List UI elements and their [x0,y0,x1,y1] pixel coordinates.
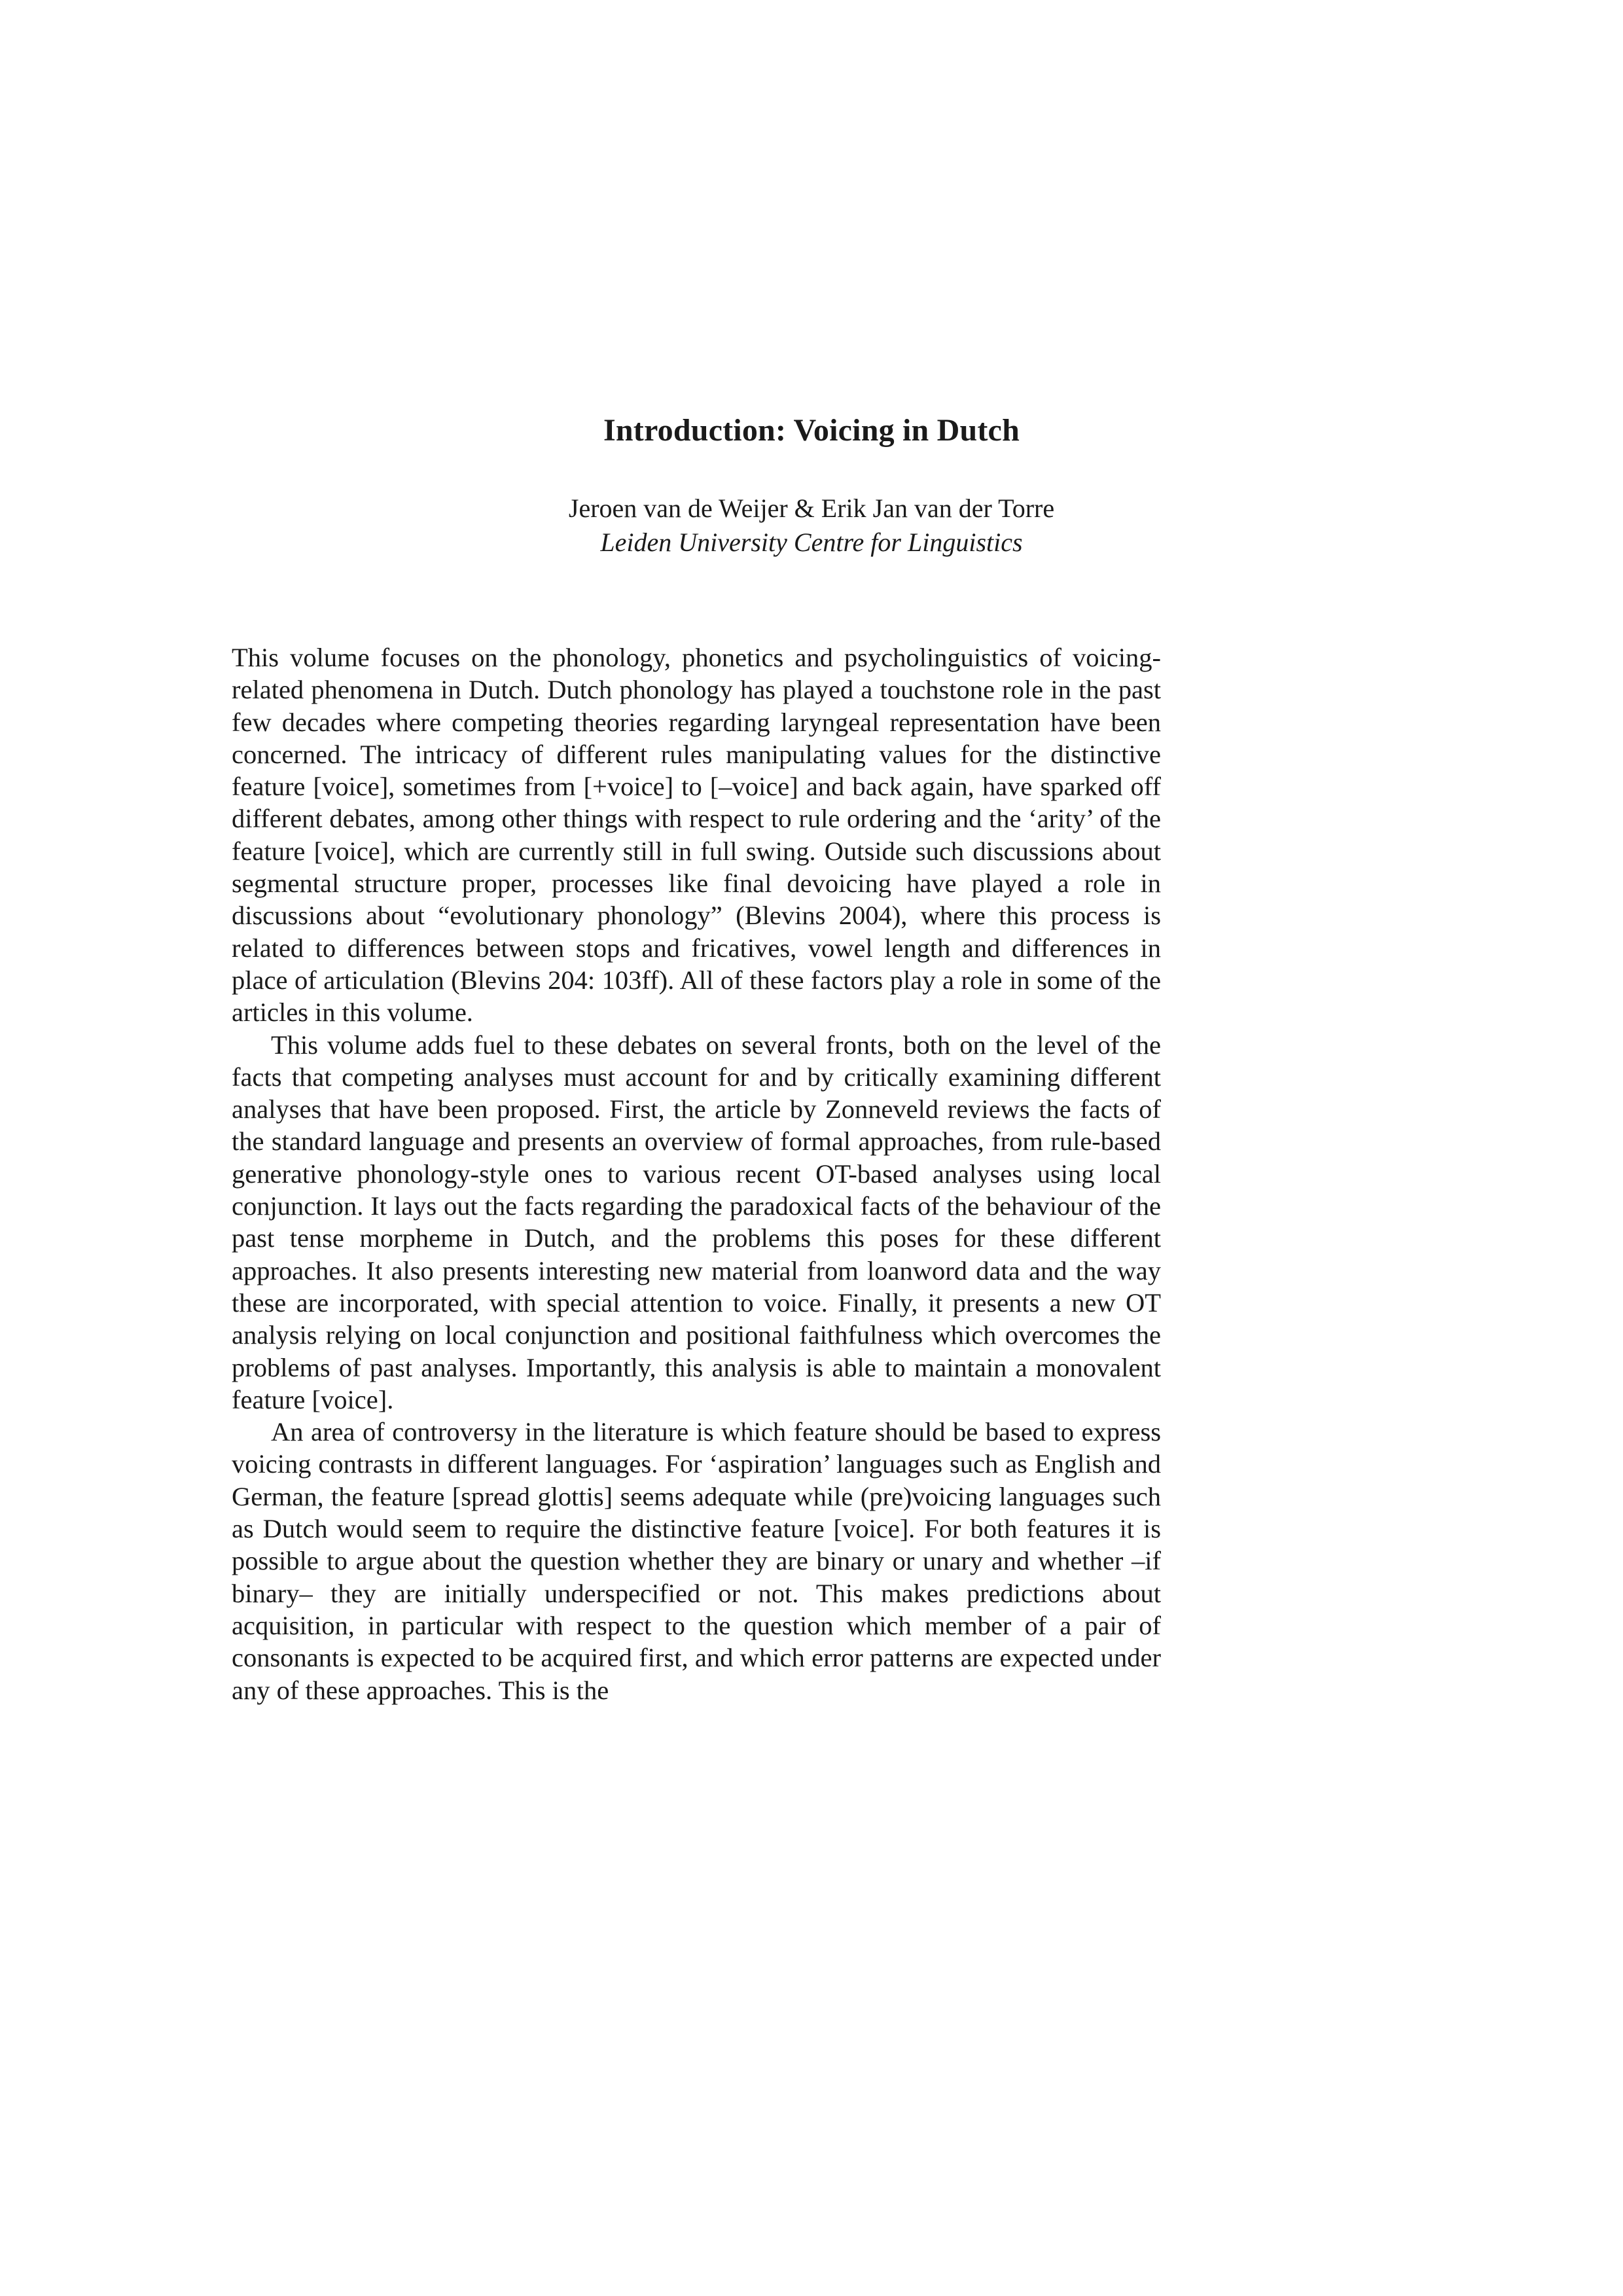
article-authors: Jeroen van de Weijer & Erik Jan van der Torre [568,493,1055,523]
article-affiliation: Leiden University Centre for Linguistics [600,528,1023,557]
article-body [232,641,1161,1706]
paragraph-3: An area of controversy in the literature is which feature should be based to express voicing contrasts in different languages. For ‘aspiration’ languages such as English and German, the feature [spread glottis] seems adequate while (pre)voicing languages such as Dutch would seem to require the distinctive feature [voice]. For both features it is possible to argue about the question whether they are binary or unary and whether –if binary– they are initially underspecified or not. This makes predictions about acquisition, in particular with respect to the question which member of a pair of consonants is expected to be acquired first, and which error patterns are expected under any of these approaches. This is the [232,1417,1161,1705]
paragraph-2: This volume adds fuel to these debates on several fronts, both on the level of the facts that competing analyses must account for and by critically examining different analyses that have been proposed. First, the article by Zonneveld reviews the facts of the standard language and presents an overview of formal approaches, from rule-based generative phonology-style ones to various recent OT-based analyses using local conjunction. It lays out the facts regarding the paradoxical facts of the behaviour of the past tense morpheme in Dutch, and the problems this poses for these different approaches. It also presents interesting new material from loanword data and the way these are incorporated, with special attention to voice. Finally, it presents a new OT analysis relying on local conjunction and positional faithfulness which overcomes the problems of past analyses. Importantly, this analysis is able to maintain a monovalent feature [voice]. [232,1030,1161,1414]
article-title: Introduction: Voicing in Dutch [603,413,1020,448]
paragraph-1: This volume focuses on the phonology, phonetics and psycholinguistics of voicing-related phenomena in Dutch. Dutch phonology has played a touchstone role in the past few decades where competing theories regarding laryngeal representation have been concerned. The intricacy of different rules manipulating values for the distinctive feature [voice], sometimes from [+voice] to [–voice] and back again, have sparked off different debates, among other things with respect to rule ordering and the ‘arity’ of the feature [voice], which are currently still in full swing. Outside such discussions about segmental structure proper, processes like final devoicing have played a role in discussions about “evolutionary phonology” (Blevins 2004), where this process is related to differences between stops and fricatives, vowel length and differences in place of articulation (Blevins 204: 103ff). All of these factors play a role in some of the articles in this volume. [232,643,1161,1028]
